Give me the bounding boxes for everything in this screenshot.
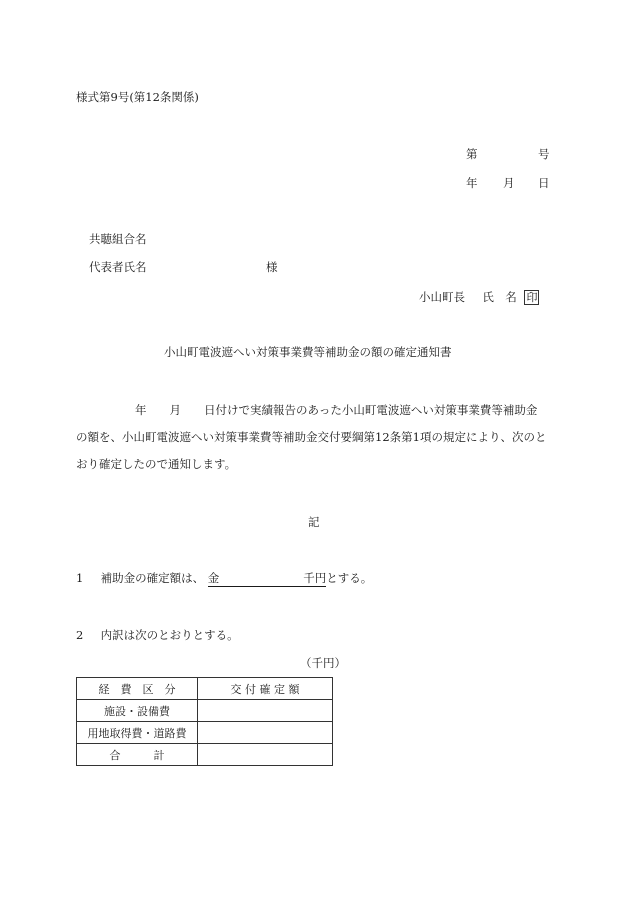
association-name-label: 共聴組合名 <box>89 232 147 246</box>
body-line-1: 年 月 日付けで実績報告のあった小山町電波遮へい対策事業費等補助金 <box>135 403 538 417</box>
amount-prefix: 金 <box>207 571 220 585</box>
row-amount-land-road <box>198 722 333 744</box>
date-year: 年 <box>466 176 478 190</box>
table-header-row <box>77 678 333 700</box>
form-number: 様式第9号(第12条関係) <box>76 90 199 104</box>
document-title: 小山町電波遮へい対策事業費等補助金の額の確定通知書 <box>164 345 452 359</box>
date-month: 月 <box>503 176 515 190</box>
doc-number-prefix: 第 <box>466 147 478 161</box>
ki-heading: 記 <box>308 515 320 529</box>
amount-unit: 千円 <box>303 571 327 585</box>
row-amount-total <box>198 744 333 766</box>
body-paragraph <box>76 397 556 478</box>
breakdown-table <box>76 677 333 766</box>
table-row <box>77 722 333 744</box>
row-amount-facilities <box>198 700 333 722</box>
representative-name-label: 代表者氏名 <box>89 260 147 274</box>
item-2-number: 2 <box>76 628 84 642</box>
item-2-text: 内訳は次のとおりとする。 <box>100 628 239 642</box>
honorific: 様 <box>266 260 278 274</box>
amount-field <box>208 572 327 587</box>
sender-title: 小山町長 <box>419 290 465 304</box>
sender-name-label: 氏 名 <box>482 290 517 304</box>
row-label-land-road: 用地取得費・道路費 <box>77 722 198 744</box>
item-1-number: 1 <box>76 571 84 585</box>
item-1-text: 補助金の確定額は、 <box>100 571 205 585</box>
date-day: 日 <box>538 176 550 190</box>
seal-mark: 印 <box>526 291 538 304</box>
row-label-facilities: 施設・設備費 <box>77 700 198 722</box>
sender <box>419 290 539 305</box>
unit-note: （千円） <box>300 656 346 670</box>
header-confirmed-amount: 交 付 確 定 額 <box>198 678 333 700</box>
doc-number-suffix: 号 <box>538 147 550 161</box>
row-label-total: 合 計 <box>77 744 198 766</box>
header-expense-category: 経 費 区 分 <box>77 678 198 700</box>
table-row <box>77 700 333 722</box>
body-line-2: の額を、小山町電波遮へい対策事業費等補助金交付要綱第12条第1項の規定により、次のと <box>76 430 547 444</box>
table-row <box>77 744 333 766</box>
item-1 <box>76 572 372 587</box>
body-line-3: おり確定したので通知します。 <box>76 457 237 471</box>
item-1-suffix: とする。 <box>326 571 373 585</box>
item-2 <box>76 630 239 642</box>
